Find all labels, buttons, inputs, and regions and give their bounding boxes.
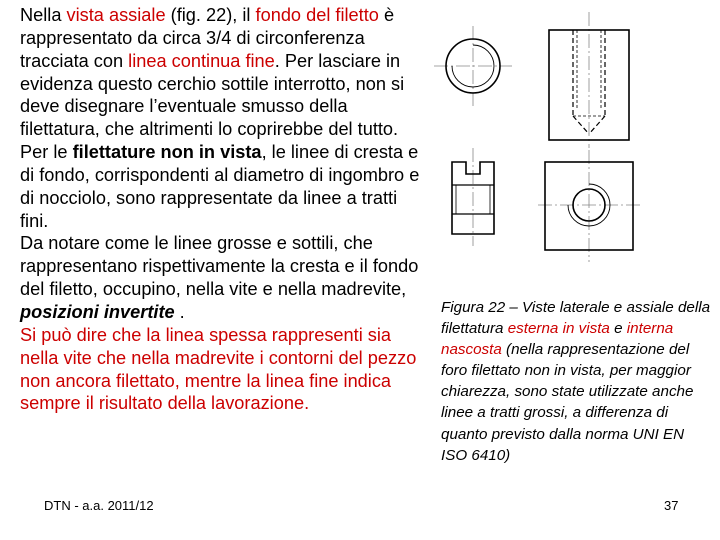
text-span: , le linee di cresta e di fondo, corrispondenti al diametro di ingombro e di nocciolo, sono rappresentate da linee a tratti fini. (20, 142, 420, 231)
red-note: Si può dire che la linea spessa rappresenti sia nella vite che nella madrevite i contorni del pezzo non ancora filettato, mentre la linea fine indica sempre il risultato della lavorazione. (20, 324, 417, 414)
internal-thread-axial-view (538, 150, 640, 262)
term-filettature-non-in-vista: filettature non in vista (72, 142, 262, 163)
text-span: e (609, 320, 627, 338)
figure-caption (441, 297, 713, 466)
text-span: Da notare come le linee grosse e sottili, che rappresentano rispettivamente la cresta e il fondo del filetto, occupino, nella vite e nella madrevite, (20, 233, 419, 300)
term-vista-assiale: vista assiale (66, 5, 166, 25)
page-number: 37 (664, 498, 679, 513)
external-thread-axial-view (434, 26, 512, 106)
caption-interna-nascosta: interna nascosta (441, 320, 674, 359)
thread-figure (430, 0, 720, 290)
text-span: (fig. 22), il (165, 5, 256, 25)
text-span: Figura 22 – Viste laterale e assiale della filettatura (441, 299, 711, 338)
text-span: . (174, 301, 185, 322)
body-text (20, 4, 420, 415)
text-span: . Per lasciare in evidenza questo cerchio sottile interrotto, non si deve disegnare l’eventuale smusso della filettatura, che altrimenti lo coprirebbe del tutto. (20, 50, 405, 140)
external-thread-lateral-view (452, 148, 494, 246)
term-posizioni-invertite: posizioni invertite (20, 301, 175, 322)
caption-in-vista: in vista (562, 320, 610, 338)
text-span: Nella (20, 5, 67, 25)
term-fondo-filetto: fondo del filetto (255, 5, 379, 25)
footer-course: DTN - a.a. 2011/12 (44, 498, 154, 513)
text-span: è rappresentato da circa 3/4 di circonferenza tracciata con (20, 5, 395, 71)
text-span: (nella rappresentazione del foro filettato non in vista, per maggior chiarezza, sono state utilizzate anche linee a tratti grossi, a differenza di quanto previsto dalla norma UNI EN ISO 6410) (441, 341, 694, 464)
term-linea-continua-fine: linea continua fine (128, 50, 275, 71)
caption-esterna: esterna (507, 320, 559, 338)
text-span: Per le (20, 142, 73, 163)
